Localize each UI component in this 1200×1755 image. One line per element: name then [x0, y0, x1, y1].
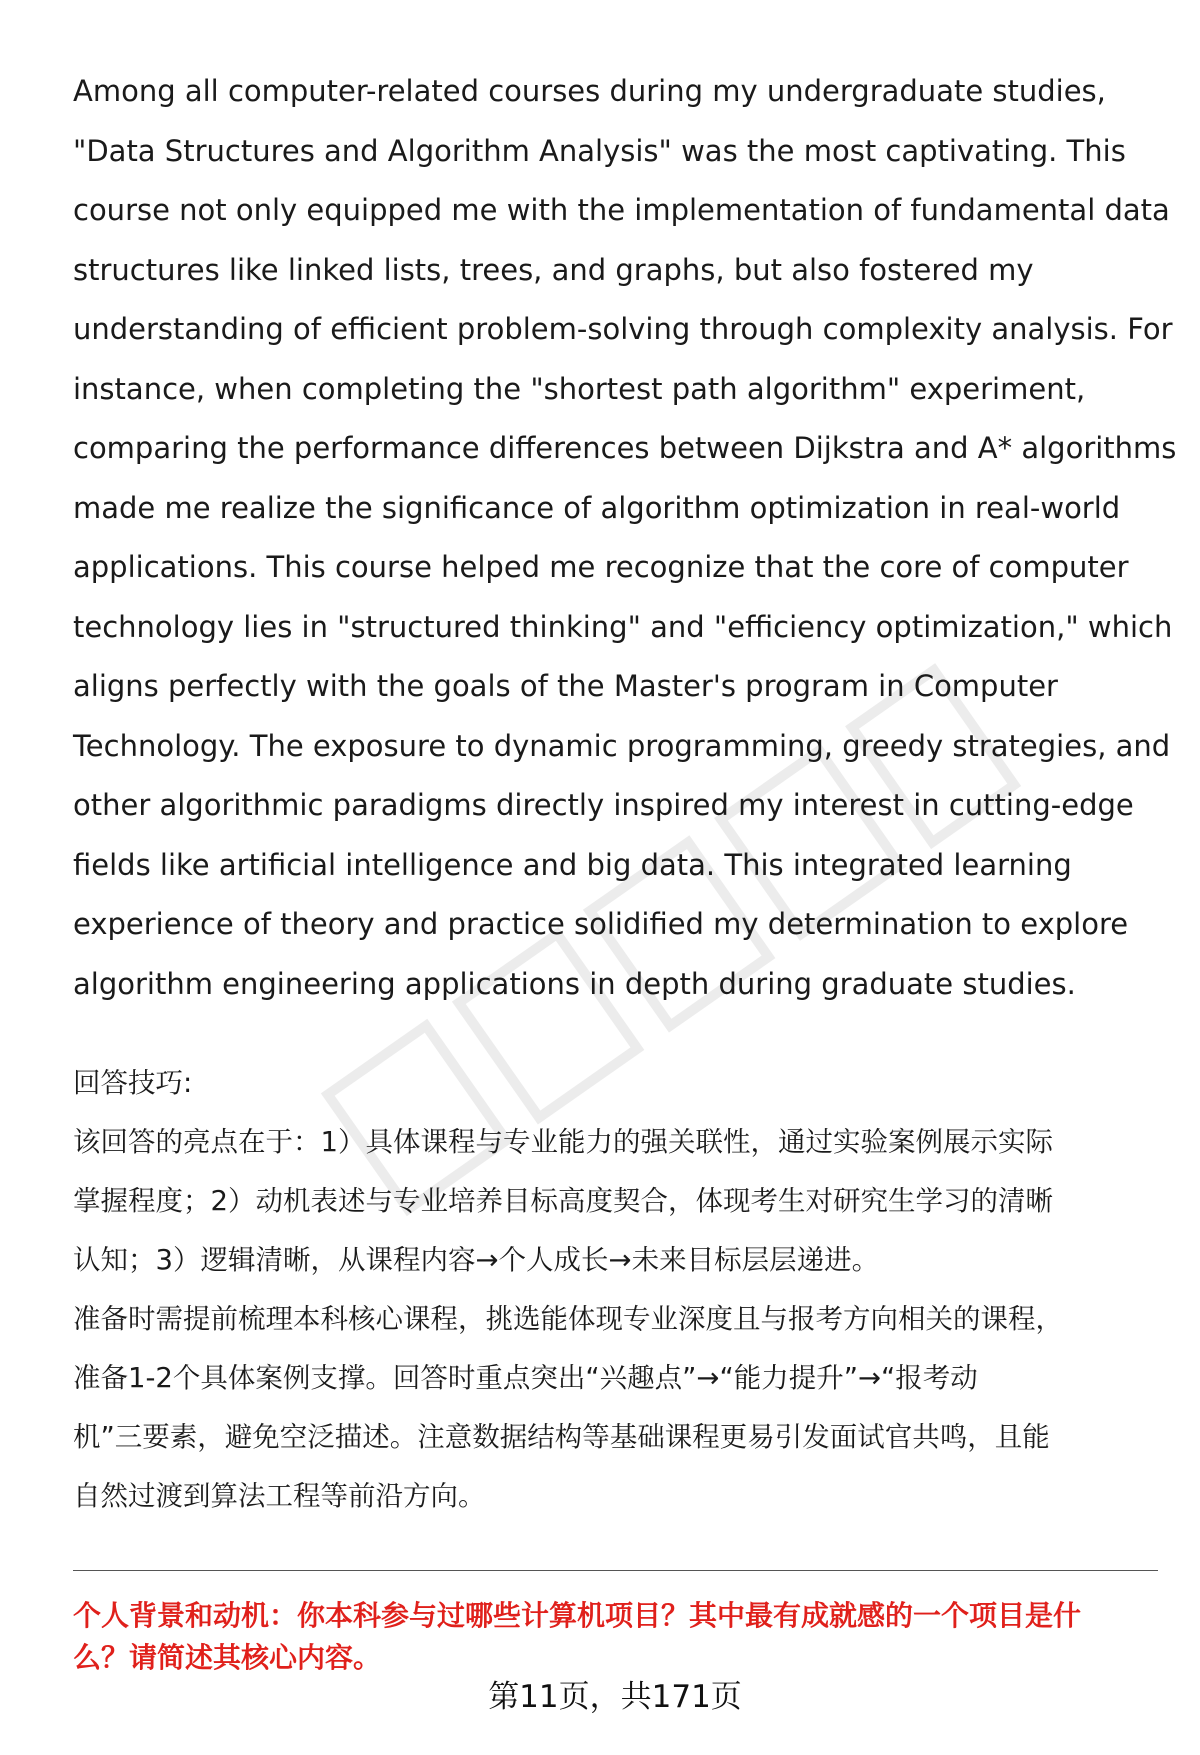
- question-line: 么？请简述其核心内容。: [73, 1641, 382, 1674]
- tips-line: 准备时需提前梳理本科核心课程，挑选能体现专业深度且与报考方向相关的课程，: [73, 1303, 1063, 1335]
- answer-line: Among all computer-related courses during my undergraduate studies,: [73, 74, 1106, 108]
- answer-line: structures like linked lists, trees, and graphs, but also fostered my: [73, 252, 1034, 287]
- document-body: [73, 62, 1177, 1526]
- answer-line: course not only equipped me with the implementation of fundamental data: [73, 193, 1170, 227]
- answer-line: fields like artificial intelligence and big data. This integrated learning: [73, 847, 1072, 882]
- next-question: [73, 1595, 1163, 1679]
- tips-line: 该回答的亮点在于：1）具体课程与专业能力的强关联性，通过实验案例展示实际: [73, 1126, 1053, 1158]
- answer-line: experience of theory and practice solidified my determination to explore: [73, 907, 1129, 941]
- tips-body: [73, 1113, 1158, 1526]
- tips-line: 准备1-2个具体案例支撑。回答时重点突出“兴趣点”→“能力提升”→“报考动: [73, 1362, 978, 1394]
- answer-line: understanding of efficient problem-solving through complexity analysis. For: [73, 312, 1173, 346]
- answer-line: comparing the performance differences between Dijkstra and A* algorithms: [73, 431, 1177, 465]
- answer-line: applications. This course helped me recognize that the core of computer: [73, 550, 1129, 584]
- tips-line: 掌握程度；2）动机表述与专业培养目标高度契合，体现考生对研究生学习的清晰: [73, 1185, 1053, 1217]
- tips-line: 机”三要素，避免空泛描述。注意数据结构等基础课程更易引发面试官共鸣，且能: [73, 1421, 1050, 1453]
- tips-line: 认知；3）逻辑清晰，从课程内容→个人成长→未来目标层层递进。: [73, 1244, 880, 1276]
- answer-line: technology lies in "structured thinking" and "efficiency optimization," which: [73, 609, 1173, 644]
- question-line: 个人背景和动机：你本科参与过哪些计算机项目？其中最有成就感的一个项目是什: [73, 1599, 1082, 1632]
- answer-line: Technology. The exposure to dynamic programming, greedy strategies, and: [73, 728, 1171, 763]
- answer-paragraph: [73, 62, 1177, 1014]
- answer-line: algorithm engineering applications in depth during graduate studies.: [73, 966, 1076, 1001]
- answer-line: "Data Structures and Algorithm Analysis" was the most captivating. This: [73, 133, 1126, 168]
- section-divider: [73, 1570, 1158, 1571]
- tips-heading: 回答技巧:: [73, 1067, 193, 1099]
- answer-line: made me realize the significance of algorithm optimization in real-world: [73, 490, 1121, 525]
- page-number: 第11页，共171页: [488, 1679, 742, 1715]
- answer-tips-section: [73, 1054, 1158, 1526]
- page-footer: [0, 1672, 1200, 1722]
- answer-line: instance, when completing the "shortest path algorithm" experiment,: [73, 371, 1086, 406]
- answer-line: aligns perfectly with the goals of the Master's program in Computer: [73, 669, 1058, 703]
- answer-line: other algorithmic paradigms directly inspired my interest in cutting-edge: [73, 788, 1134, 822]
- tips-line: 自然过渡到算法工程等前沿方向。: [73, 1480, 486, 1512]
